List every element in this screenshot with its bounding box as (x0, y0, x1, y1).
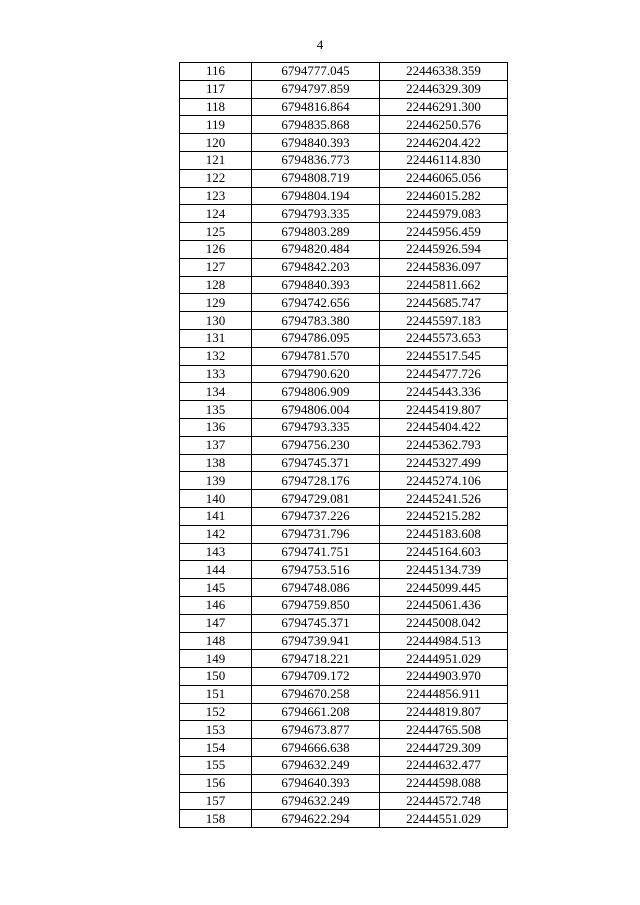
x-coordinate-cell: 6794632.249 (252, 757, 380, 775)
table-row (180, 151, 508, 169)
x-coordinate-cell: 6794806.909 (252, 383, 380, 401)
table-row (180, 543, 508, 561)
point-number-cell: 152 (180, 703, 252, 721)
x-coordinate-cell: 6794753.516 (252, 561, 380, 579)
point-number-cell: 139 (180, 472, 252, 490)
x-coordinate-cell: 6794709.172 (252, 668, 380, 686)
page-number: 4 (316, 37, 324, 52)
table-row (180, 703, 508, 721)
x-coordinate-cell: 6794793.335 (252, 418, 380, 436)
x-coordinate-cell: 6794808.719 (252, 169, 380, 187)
y-coordinate-cell: 22445573.653 (380, 329, 508, 347)
x-coordinate-cell: 6794739.941 (252, 632, 380, 650)
x-coordinate-cell: 6794756.230 (252, 436, 380, 454)
point-number-cell: 138 (180, 454, 252, 472)
table-row (180, 63, 508, 81)
point-number-cell: 149 (180, 650, 252, 668)
table-row (180, 472, 508, 490)
point-number-cell: 123 (180, 187, 252, 205)
x-coordinate-cell: 6794820.484 (252, 240, 380, 258)
point-number-cell: 126 (180, 240, 252, 258)
x-coordinate-cell: 6794661.208 (252, 703, 380, 721)
y-coordinate-cell: 22445926.594 (380, 240, 508, 258)
table-row (180, 276, 508, 294)
y-coordinate-cell: 22446065.056 (380, 169, 508, 187)
y-coordinate-cell: 22444984.513 (380, 632, 508, 650)
y-coordinate-cell: 22445274.106 (380, 472, 508, 490)
table-row (180, 490, 508, 508)
x-coordinate-cell: 6794759.850 (252, 596, 380, 614)
table-row (180, 525, 508, 543)
x-coordinate-cell: 6794670.258 (252, 685, 380, 703)
table-row (180, 454, 508, 472)
table-row (180, 312, 508, 330)
y-coordinate-cell: 22445362.793 (380, 436, 508, 454)
table-row (180, 739, 508, 757)
y-coordinate-cell: 22445241.526 (380, 490, 508, 508)
y-coordinate-cell: 22445183.608 (380, 525, 508, 543)
point-number-cell: 141 (180, 507, 252, 525)
table-row (180, 258, 508, 276)
point-number-cell: 146 (180, 596, 252, 614)
table-row (180, 650, 508, 668)
table-row (180, 810, 508, 828)
point-number-cell: 148 (180, 632, 252, 650)
point-number-cell: 132 (180, 347, 252, 365)
y-coordinate-cell: 22445061.436 (380, 596, 508, 614)
table-row (180, 685, 508, 703)
y-coordinate-cell: 22445327.499 (380, 454, 508, 472)
point-number-cell: 116 (180, 63, 252, 81)
y-coordinate-cell: 22445404.422 (380, 418, 508, 436)
x-coordinate-cell: 6794842.203 (252, 258, 380, 276)
x-coordinate-cell: 6794816.864 (252, 98, 380, 116)
point-number-cell: 129 (180, 294, 252, 312)
x-coordinate-cell: 6794836.773 (252, 151, 380, 169)
y-coordinate-cell: 22445134.739 (380, 561, 508, 579)
x-coordinate-cell: 6794673.877 (252, 721, 380, 739)
point-number-cell: 151 (180, 685, 252, 703)
point-number-cell: 158 (180, 810, 252, 828)
point-number-cell: 125 (180, 223, 252, 241)
x-coordinate-cell: 6794806.004 (252, 401, 380, 419)
x-coordinate-cell: 6794790.620 (252, 365, 380, 383)
point-number-cell: 122 (180, 169, 252, 187)
x-coordinate-cell: 6794835.868 (252, 116, 380, 134)
point-number-cell: 143 (180, 543, 252, 561)
table-row (180, 596, 508, 614)
point-number-cell: 157 (180, 792, 252, 810)
table-row (180, 98, 508, 116)
y-coordinate-cell: 22446338.359 (380, 63, 508, 81)
y-coordinate-cell: 22445215.282 (380, 507, 508, 525)
table-row (180, 294, 508, 312)
y-coordinate-cell: 22444572.748 (380, 792, 508, 810)
table-row (180, 169, 508, 187)
table-row (180, 134, 508, 152)
point-number-cell: 156 (180, 774, 252, 792)
y-coordinate-cell: 22444819.807 (380, 703, 508, 721)
y-coordinate-cell: 22444765.508 (380, 721, 508, 739)
point-number-cell: 153 (180, 721, 252, 739)
x-coordinate-cell: 6794737.226 (252, 507, 380, 525)
y-coordinate-cell: 22446204.422 (380, 134, 508, 152)
y-coordinate-cell: 22444729.309 (380, 739, 508, 757)
y-coordinate-cell: 22445008.042 (380, 614, 508, 632)
y-coordinate-cell: 22444951.029 (380, 650, 508, 668)
y-coordinate-cell: 22446015.282 (380, 187, 508, 205)
y-coordinate-cell: 22446114.830 (380, 151, 508, 169)
table-row (180, 561, 508, 579)
x-coordinate-cell: 6794748.086 (252, 579, 380, 597)
table-row (180, 668, 508, 686)
point-number-cell: 150 (180, 668, 252, 686)
table-row (180, 774, 508, 792)
y-coordinate-cell: 22444551.029 (380, 810, 508, 828)
x-coordinate-cell: 6794741.751 (252, 543, 380, 561)
point-number-cell: 128 (180, 276, 252, 294)
table-row (180, 579, 508, 597)
x-coordinate-cell: 6794745.371 (252, 614, 380, 632)
y-coordinate-cell: 22445419.807 (380, 401, 508, 419)
table-row (180, 436, 508, 454)
y-coordinate-cell: 22445517.545 (380, 347, 508, 365)
y-coordinate-cell: 22445477.726 (380, 365, 508, 383)
y-coordinate-cell: 22445443.336 (380, 383, 508, 401)
x-coordinate-cell: 6794729.081 (252, 490, 380, 508)
point-number-cell: 119 (180, 116, 252, 134)
point-number-cell: 120 (180, 134, 252, 152)
y-coordinate-cell: 22445979.083 (380, 205, 508, 223)
x-coordinate-cell: 6794666.638 (252, 739, 380, 757)
point-number-cell: 135 (180, 401, 252, 419)
table-row (180, 187, 508, 205)
y-coordinate-cell: 22444856.911 (380, 685, 508, 703)
table-row (180, 240, 508, 258)
x-coordinate-cell: 6794797.859 (252, 80, 380, 98)
table-row (180, 383, 508, 401)
y-coordinate-cell: 22445685.747 (380, 294, 508, 312)
y-coordinate-cell: 22446329.309 (380, 80, 508, 98)
point-number-cell: 136 (180, 418, 252, 436)
table-row (180, 223, 508, 241)
point-number-cell: 118 (180, 98, 252, 116)
table-row (180, 329, 508, 347)
x-coordinate-cell: 6794622.294 (252, 810, 380, 828)
x-coordinate-cell: 6794804.194 (252, 187, 380, 205)
point-number-cell: 130 (180, 312, 252, 330)
point-number-cell: 142 (180, 525, 252, 543)
table-row (180, 721, 508, 739)
point-number-cell: 155 (180, 757, 252, 775)
y-coordinate-cell: 22446291.300 (380, 98, 508, 116)
point-number-cell: 127 (180, 258, 252, 276)
table-row (180, 365, 508, 383)
point-number-cell: 121 (180, 151, 252, 169)
y-coordinate-cell: 22445164.603 (380, 543, 508, 561)
point-number-cell: 134 (180, 383, 252, 401)
point-number-cell: 154 (180, 739, 252, 757)
y-coordinate-cell: 22444903.970 (380, 668, 508, 686)
x-coordinate-cell: 6794745.371 (252, 454, 380, 472)
x-coordinate-cell: 6794777.045 (252, 63, 380, 81)
table-row (180, 205, 508, 223)
point-number-cell: 117 (180, 80, 252, 98)
y-coordinate-cell: 22445597.183 (380, 312, 508, 330)
table-row (180, 80, 508, 98)
point-number-cell: 137 (180, 436, 252, 454)
x-coordinate-cell: 6794742.656 (252, 294, 380, 312)
y-coordinate-cell: 22445956.459 (380, 223, 508, 241)
point-number-cell: 144 (180, 561, 252, 579)
x-coordinate-cell: 6794731.796 (252, 525, 380, 543)
y-coordinate-cell: 22446250.576 (380, 116, 508, 134)
table-row (180, 507, 508, 525)
y-coordinate-cell: 22444632.477 (380, 757, 508, 775)
point-number-cell: 140 (180, 490, 252, 508)
point-number-cell: 145 (180, 579, 252, 597)
y-coordinate-cell: 22445836.097 (380, 258, 508, 276)
table-row (180, 418, 508, 436)
point-number-cell: 147 (180, 614, 252, 632)
coordinates-table-body (180, 63, 508, 828)
y-coordinate-cell: 22444598.088 (380, 774, 508, 792)
table-row (180, 614, 508, 632)
coordinates-table (179, 62, 508, 828)
table-row (180, 757, 508, 775)
x-coordinate-cell: 6794632.249 (252, 792, 380, 810)
x-coordinate-cell: 6794718.221 (252, 650, 380, 668)
table-row (180, 401, 508, 419)
x-coordinate-cell: 6794781.570 (252, 347, 380, 365)
point-number-cell: 124 (180, 205, 252, 223)
point-number-cell: 133 (180, 365, 252, 383)
table-row (180, 792, 508, 810)
x-coordinate-cell: 6794840.393 (252, 134, 380, 152)
point-number-cell: 131 (180, 329, 252, 347)
x-coordinate-cell: 6794640.393 (252, 774, 380, 792)
table-row (180, 347, 508, 365)
y-coordinate-cell: 22445099.445 (380, 579, 508, 597)
table-row (180, 116, 508, 134)
x-coordinate-cell: 6794840.393 (252, 276, 380, 294)
x-coordinate-cell: 6794786.095 (252, 329, 380, 347)
x-coordinate-cell: 6794803.289 (252, 223, 380, 241)
y-coordinate-cell: 22445811.662 (380, 276, 508, 294)
x-coordinate-cell: 6794783.380 (252, 312, 380, 330)
x-coordinate-cell: 6794728.176 (252, 472, 380, 490)
x-coordinate-cell: 6794793.335 (252, 205, 380, 223)
table-row (180, 632, 508, 650)
